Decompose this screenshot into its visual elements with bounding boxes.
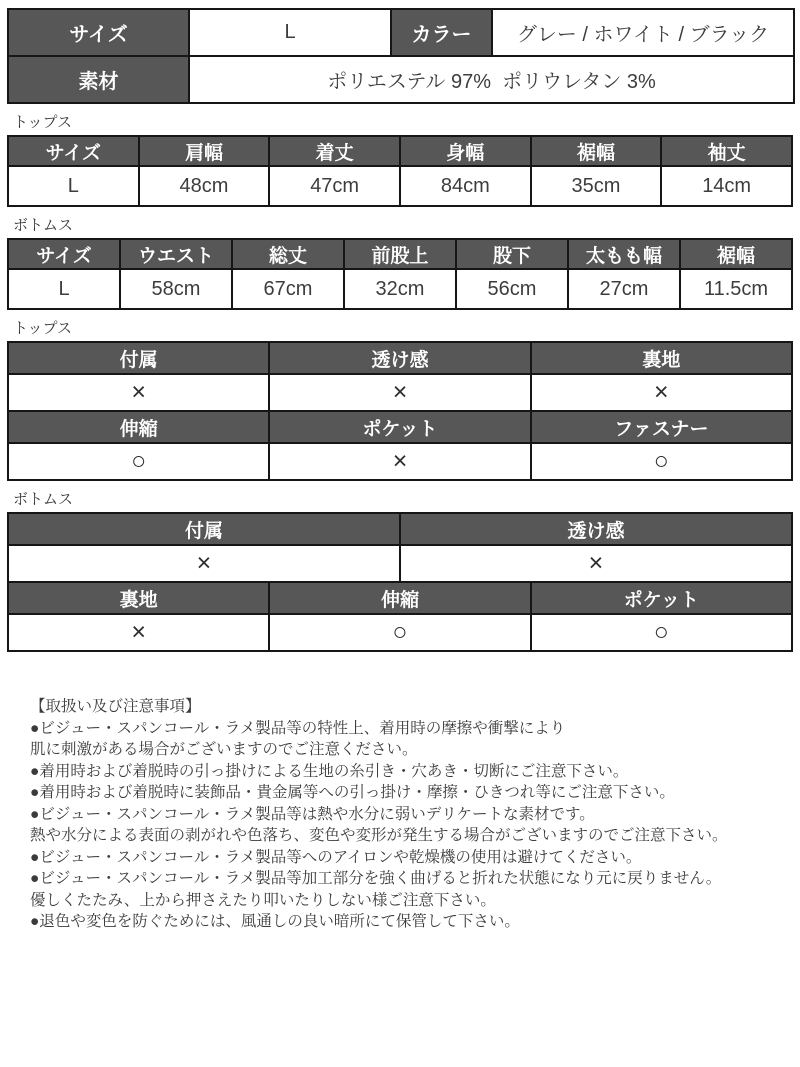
table-row bbox=[8, 56, 794, 103]
note-line: ●退色や変色を防ぐためには、風通しの良い暗所にて保管して下さい。 bbox=[30, 913, 520, 930]
table-row bbox=[8, 166, 792, 206]
feature-header: 付属 bbox=[8, 342, 269, 374]
tops-features-table bbox=[7, 341, 793, 481]
table-row bbox=[8, 582, 792, 614]
section-label-tops: トップス bbox=[13, 114, 72, 131]
feature-value-cell: ○ bbox=[531, 443, 792, 480]
color-value-cell: グレー / ホワイト / ブラック bbox=[492, 9, 794, 56]
measurement-cell: 48cm bbox=[139, 166, 270, 206]
feature-header: 透け感 bbox=[400, 513, 792, 545]
feature-header: ポケット bbox=[531, 582, 792, 614]
column-header: 総丈 bbox=[232, 239, 344, 269]
table-row bbox=[8, 136, 792, 166]
handling-notes bbox=[30, 696, 763, 933]
feature-header: 透け感 bbox=[269, 342, 530, 374]
feature-value-cell: × bbox=[269, 374, 530, 411]
notes-title: 【取扱い及び注意事項】 bbox=[30, 698, 201, 715]
measurement-cell: 84cm bbox=[400, 166, 531, 206]
measurement-cell: L bbox=[8, 269, 120, 309]
measurement-cell: 35cm bbox=[531, 166, 662, 206]
note-line: 肌に刺激がある場合がございますのでご注意ください。 bbox=[30, 741, 418, 758]
column-header: 股下 bbox=[456, 239, 568, 269]
feature-value-cell: × bbox=[269, 443, 530, 480]
feature-header: ポケット bbox=[269, 411, 530, 443]
column-header: 肩幅 bbox=[139, 136, 270, 166]
table-row bbox=[8, 545, 792, 582]
column-header: 身幅 bbox=[400, 136, 531, 166]
note-line: ●ビジュー・スパンコール・ラメ製品等加工部分を強く曲げると折れた状態になり元に戻りません。 bbox=[30, 870, 722, 887]
table-row bbox=[8, 513, 792, 545]
table-row bbox=[8, 269, 792, 309]
measurement-cell: 14cm bbox=[661, 166, 792, 206]
column-header: 袖丈 bbox=[661, 136, 792, 166]
feature-header: 裏地 bbox=[531, 342, 792, 374]
size-label-cell: サイズ bbox=[8, 9, 189, 56]
measurement-cell: 56cm bbox=[456, 269, 568, 309]
column-header: ウエスト bbox=[120, 239, 232, 269]
feature-value-cell: × bbox=[8, 545, 400, 582]
column-header: 裾幅 bbox=[680, 239, 792, 269]
measurement-cell: 27cm bbox=[568, 269, 680, 309]
table-row bbox=[8, 374, 792, 411]
table-row bbox=[8, 411, 792, 443]
size-color-material-table bbox=[7, 8, 795, 104]
size-value-cell: L bbox=[189, 9, 391, 56]
feature-header: 付属 bbox=[8, 513, 400, 545]
color-label-cell: カラー bbox=[391, 9, 492, 56]
feature-value-cell: × bbox=[8, 614, 269, 651]
measurement-cell: 47cm bbox=[269, 166, 400, 206]
column-header: 前股上 bbox=[344, 239, 456, 269]
section-label-tops: トップス bbox=[13, 320, 72, 337]
feature-header: 裏地 bbox=[8, 582, 269, 614]
feature-value-cell: ○ bbox=[8, 443, 269, 480]
feature-value-cell: × bbox=[400, 545, 792, 582]
section-label-bottoms: ボトムス bbox=[13, 217, 74, 234]
column-header: サイズ bbox=[8, 136, 139, 166]
feature-header: ファスナー bbox=[531, 411, 792, 443]
measurement-cell: 11.5cm bbox=[680, 269, 792, 309]
note-line: ●ビジュー・スパンコール・ラメ製品等へのアイロンや乾燥機の使用は避けてください。 bbox=[30, 848, 642, 866]
column-header: 着丈 bbox=[269, 136, 400, 166]
measurement-cell: 67cm bbox=[232, 269, 344, 309]
measurement-cell: 32cm bbox=[344, 269, 456, 309]
note-line: ●ビジュー・スパンコール・ラメ製品等は熱や水分に弱いデリケートな素材です。 bbox=[30, 805, 595, 823]
feature-value-cell: × bbox=[8, 374, 269, 411]
table-row bbox=[8, 443, 792, 480]
table-row bbox=[8, 614, 792, 651]
note-line: ●着用時および着脱時に装飾品・貴金属等への引っ掛け・摩擦・ひきつれ等にご注意下さい。 bbox=[30, 784, 675, 801]
feature-value-cell: ○ bbox=[531, 614, 792, 651]
column-header: 太もも幅 bbox=[568, 239, 680, 269]
note-line: ●着用時および着脱時の引っ掛けによる生地の糸引き・穴あき・切断にご注意下さい。 bbox=[30, 762, 629, 780]
bottoms-features-table bbox=[7, 512, 793, 652]
material-value-cell: ポリエステル 97% ポリウレタン 3% bbox=[189, 56, 794, 103]
column-header: 裾幅 bbox=[531, 136, 662, 166]
feature-header: 伸縮 bbox=[8, 411, 269, 443]
bottoms-size-table bbox=[7, 238, 793, 310]
note-line: ●ビジュー・スパンコール・ラメ製品等の特性上、着用時の摩擦や衝撃により bbox=[30, 719, 566, 737]
measurement-cell: L bbox=[8, 166, 139, 206]
note-line: 熱や水分による表面の剥がれや色落ち、変色や変形が発生する場合がございますのでご注意下さい。 bbox=[30, 827, 728, 844]
feature-value-cell: × bbox=[531, 374, 792, 411]
material-label-cell: 素材 bbox=[8, 56, 189, 103]
table-row bbox=[8, 342, 792, 374]
feature-value-cell: ○ bbox=[269, 614, 530, 651]
tops-size-table bbox=[7, 135, 793, 207]
measurement-cell: 58cm bbox=[120, 269, 232, 309]
column-header: サイズ bbox=[8, 239, 120, 269]
table-row bbox=[8, 9, 794, 56]
table-row bbox=[8, 239, 792, 269]
feature-header: 伸縮 bbox=[269, 582, 530, 614]
note-line: 優しくたたみ、上から押さえたり叩いたりしない様ご注意下さい。 bbox=[30, 891, 496, 909]
section-label-bottoms: ボトムス bbox=[13, 491, 74, 508]
